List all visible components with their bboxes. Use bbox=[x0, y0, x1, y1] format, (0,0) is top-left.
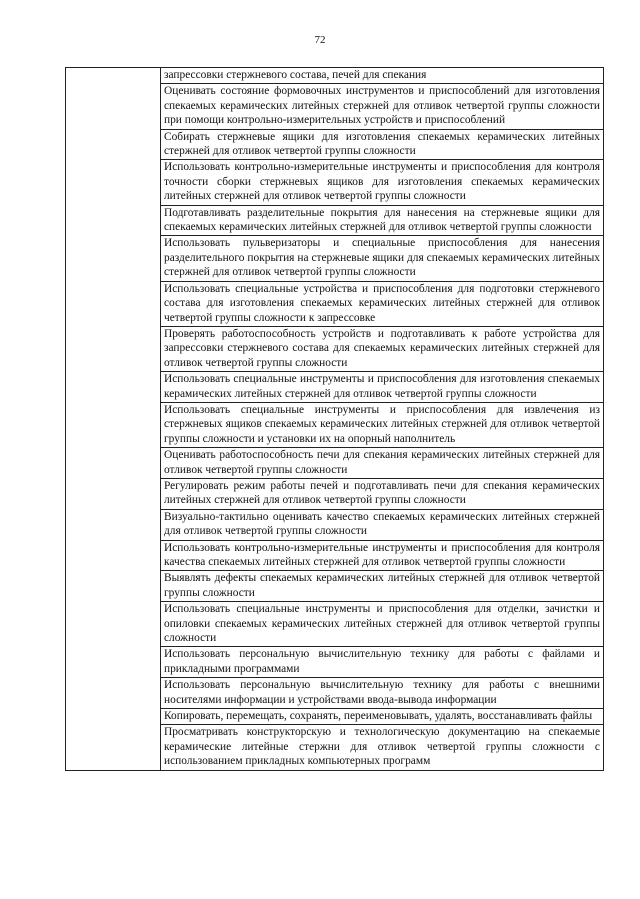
table-cell: Собирать стержневые ящики для изготовления спекаемых керамических литейных стержней для отливок четвертой группы сложности bbox=[161, 129, 604, 160]
table-cell: Просматривать конструкторскую и технологическую документацию на спекаемые керамические литейные стержни для отливок четвертой группы сложности с использованием прикладных компьютерных программ bbox=[161, 725, 604, 770]
table-cell: Использовать специальные инструменты и приспособления для извлечения из стержневых ящиков спекаемых керамических литейных стержней для отливок четвертой группы сложности и установки их на опорный наполнитель bbox=[161, 402, 604, 447]
table-cell: запрессовки стержневого состава, печей для спекания bbox=[161, 68, 604, 84]
table-cell: Использовать персональную вычислительную технику для работы с файлами и прикладными программами bbox=[161, 647, 604, 678]
skills-table bbox=[65, 67, 604, 771]
table-cell: Использовать персональную вычислительную технику для работы с внешними носителями информации и устройствами ввода-вывода информации bbox=[161, 678, 604, 709]
table-row bbox=[66, 68, 604, 84]
table-cell: Визуально-тактильно оценивать качество спекаемых керамических литейных стержней для отливок четвертой группы сложности bbox=[161, 509, 604, 540]
table-cell: Оценивать работоспособность печи для спекания керамических литейных стержней для отливок четвертой группы сложности bbox=[161, 448, 604, 479]
table-cell: Подготавливать разделительные покрытия для нанесения на стержневые ящики для спекаемых керамических литейных стержней для отливок четвертой группы сложности bbox=[161, 205, 604, 236]
left-column-cell bbox=[66, 68, 161, 771]
table-cell: Использовать контрольно-измерительные инструменты и приспособления для контроля качества спекаемых литейных стержней для отливок четвертой группы сложности bbox=[161, 540, 604, 571]
table-cell: Использовать специальные устройства и приспособления для подготовки стержневого состава для изготовления спекаемых керамических литейных стержней для отливок четвертой группы сложности к запрессовке bbox=[161, 281, 604, 326]
table-cell: Копировать, перемещать, сохранять, переименовывать, удалять, восстанавливать файлы bbox=[161, 709, 604, 725]
page-number: 72 bbox=[314, 34, 326, 46]
table-cell: Использовать пульверизаторы и специальные приспособления для нанесения разделительного покрытия на стержневые ящики для спекаемых керамических литейных стержней для отливок четвертой группы сложности bbox=[161, 236, 604, 281]
table-cell: Проверять работоспособность устройств и подготавливать к работе устройства для запрессовки стержневого состава для спекаемых керамических литейных стержней для отливок четвертой группы сложности bbox=[161, 326, 604, 371]
table-cell: Использовать специальные инструменты и приспособления для изготовления спекаемых керамических литейных стержней для отливок четвертой группы сложности bbox=[161, 372, 604, 403]
table-cell: Оценивать состояние формовочных инструментов и приспособлений для изготовления спекаемых керамических литейных стержней для отливок четвертой группы сложности при помощи контрольно-измерительных устройств и приспособлений bbox=[161, 84, 604, 129]
table-cell: Выявлять дефекты спекаемых керамических литейных стержней для отливок четвертой группы сложности bbox=[161, 571, 604, 602]
table-cell: Регулировать режим работы печей и подготавливать печи для спекания керамических литейных стержней для отливок четвертой группы сложности bbox=[161, 478, 604, 509]
table-cell: Использовать контрольно-измерительные инструменты и приспособления для контроля точности сборки стержневых ящиков для изготовления спекаемых керамических литейных стержней для отливок четвертой группы сложности bbox=[161, 160, 604, 205]
table-cell: Использовать специальные инструменты и приспособления для отделки, зачистки и опиловки спекаемых керамических литейных стержней для отливок четвертой группы сложности bbox=[161, 602, 604, 647]
